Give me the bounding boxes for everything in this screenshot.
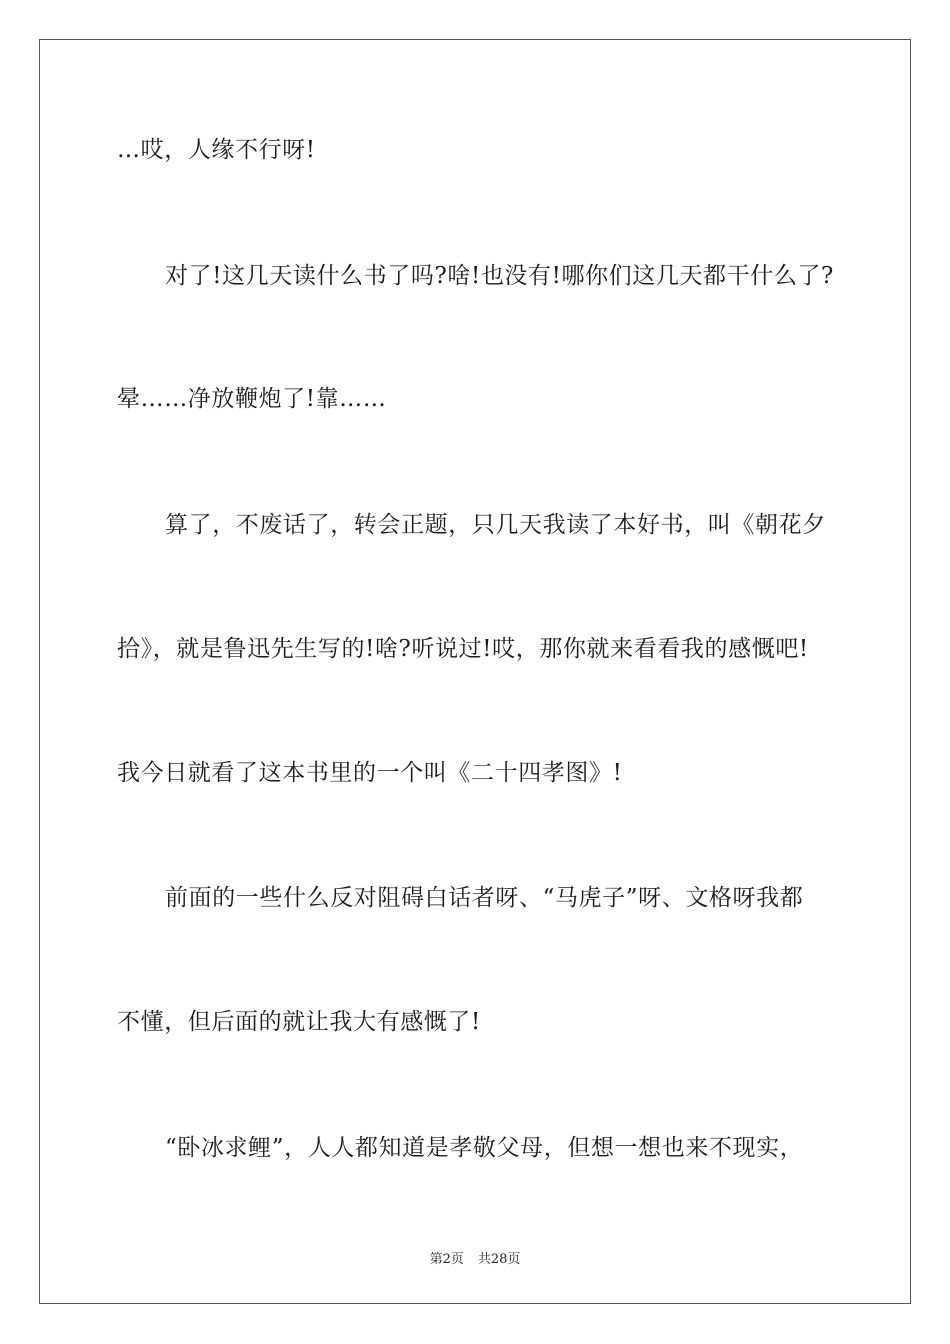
page-footer xyxy=(0,1248,950,1267)
text-line-6: 我今日就看了这本书里的一个叫《二十四孝图》! xyxy=(117,760,623,786)
page-border xyxy=(39,39,911,1304)
text-line-2: 对了!这几天读什么书了吗?啥!也没有!哪你们这几天都干什么了? xyxy=(165,263,834,289)
text-line-1: …哎，人缘不行呀! xyxy=(117,137,316,163)
page-total: 共28页 xyxy=(477,1252,521,1267)
text-line-9: “卧冰求鲤”，人人都知道是孝敬父母，但想一想也来不现实， xyxy=(165,1135,804,1161)
text-line-7: 前面的一些什么反对阻碍白话者呀、“马虎子”呀、文格呀我都 xyxy=(165,885,804,911)
text-line-5: 拾》，就是鲁迅先生写的!啥?听说过!哎，那你就来看看我的感慨吧! xyxy=(117,636,809,662)
text-line-4: 算了，不废话了，转会正题，只几天我读了本好书，叫《朝花夕 xyxy=(165,512,826,538)
text-line-8: 不懂，但后面的就让我大有感慨了! xyxy=(117,1009,481,1035)
text-line-3: 晕……净放鞭炮了!靠…… xyxy=(117,386,387,412)
page-number: 第2页 xyxy=(429,1252,464,1267)
